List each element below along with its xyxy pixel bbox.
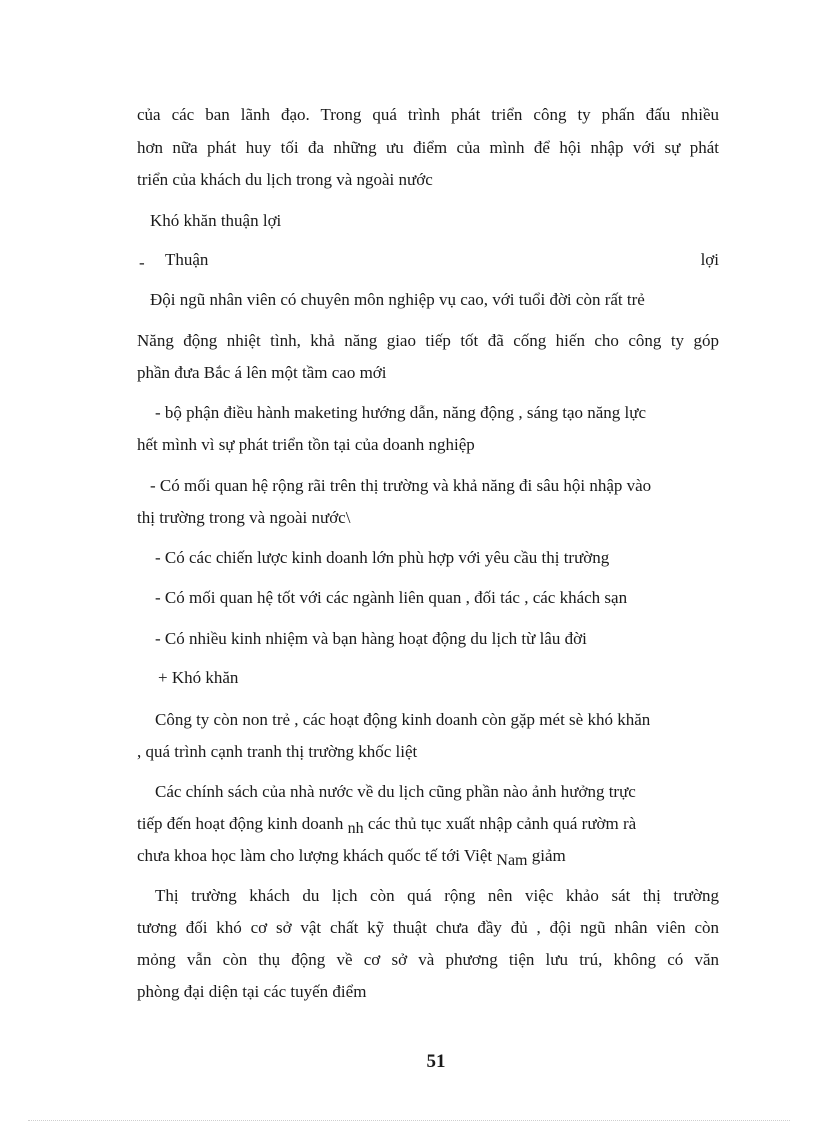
subheading: + Khó khăn [158,668,239,687]
text-line [137,844,566,869]
text-line: phần đưa Bắc á lên một tầm cao mới [137,363,387,382]
text-line: Thị trường khách du lịch còn quá rộng nên việc khảo sát thị trường [155,886,719,905]
text-segment: tiếp đến hoạt động kinh doanh [137,814,348,833]
text-segment: chưa khoa học làm cho lượng khách quốc tế tới Việt [137,846,497,865]
text-line: hết mình vì sự phát triển tồn tại của doanh nghiệp [137,435,475,454]
text-segment-subscript: nh [347,820,364,837]
text-line: Năng động nhiệt tình, khả năng giao tiếp tốt đã cống hiến cho công ty góp [137,331,719,350]
page-number: 51 [426,1051,446,1072]
list-item: - Có các chiến lược kinh doanh lớn phù hợp với yêu cầu thị trường [155,548,610,567]
text-line: Công ty còn non trẻ , các hoạt động kinh doanh còn gặp mét sè khó khăn [155,710,651,729]
text-line: tương đối khó cơ sở vật chất kỹ thuật chưa đầy đủ , đội ngũ nhân viên còn [137,918,719,937]
section-heading: Khó khăn thuận lợi [150,211,282,230]
text-line: mỏng vẫn còn thụ động về cơ sở và phương tiện lưu trú, không có văn [137,950,719,969]
text-line: - bộ phận điều hành maketing hướng dẫn, năng động , sáng tạo năng lực [155,403,647,422]
text-line: , quá trình cạnh tranh thị trường khốc liệt [137,742,418,761]
bullet-dash: - [139,253,145,272]
text-line [137,812,636,837]
text-line: - Có mối quan hệ rộng rãi trên thị trường và khả năng đi sâu hội nhập vào [150,476,652,495]
text-line: của các ban lãnh đạo. Trong quá trình phát triển công ty phấn đấu nhiều [137,105,719,124]
list-item: - Có mối quan hệ tốt với các ngành liên quan , đối tác , các khách sạn [155,588,628,607]
text-line: Đội ngũ nhân viên có chuyên môn nghiệp vụ cao, với tuổi đời còn rất trẻ [150,290,645,309]
subheading-right: lợi [700,250,719,269]
subheading-row [165,248,719,272]
footer-divider [28,1120,790,1121]
text-line: triển của khách du lịch trong và ngoài nước [137,170,433,189]
list-item: - Có nhiều kinh nhiệm và bạn hàng hoạt động du lịch từ lâu đời [155,629,587,648]
text-line: thị trường trong và ngoài nước\ [137,508,351,527]
text-line: Các chính sách của nhà nước về du lịch cũng phần nào ảnh hưởng trực [155,782,636,801]
text-line: hơn nữa phát huy tối đa những ưu điểm của mình để hội nhập với sự phát [137,138,719,157]
text-segment: giảm [527,846,566,865]
text-segment-subscript: Nam [496,852,528,869]
subheading-left: Thuận [165,250,209,269]
text-line: phòng đại diện tại các tuyến điểm [137,982,367,1001]
text-segment: các thủ tục xuất nhập cảnh quá rườm rà [363,814,637,833]
